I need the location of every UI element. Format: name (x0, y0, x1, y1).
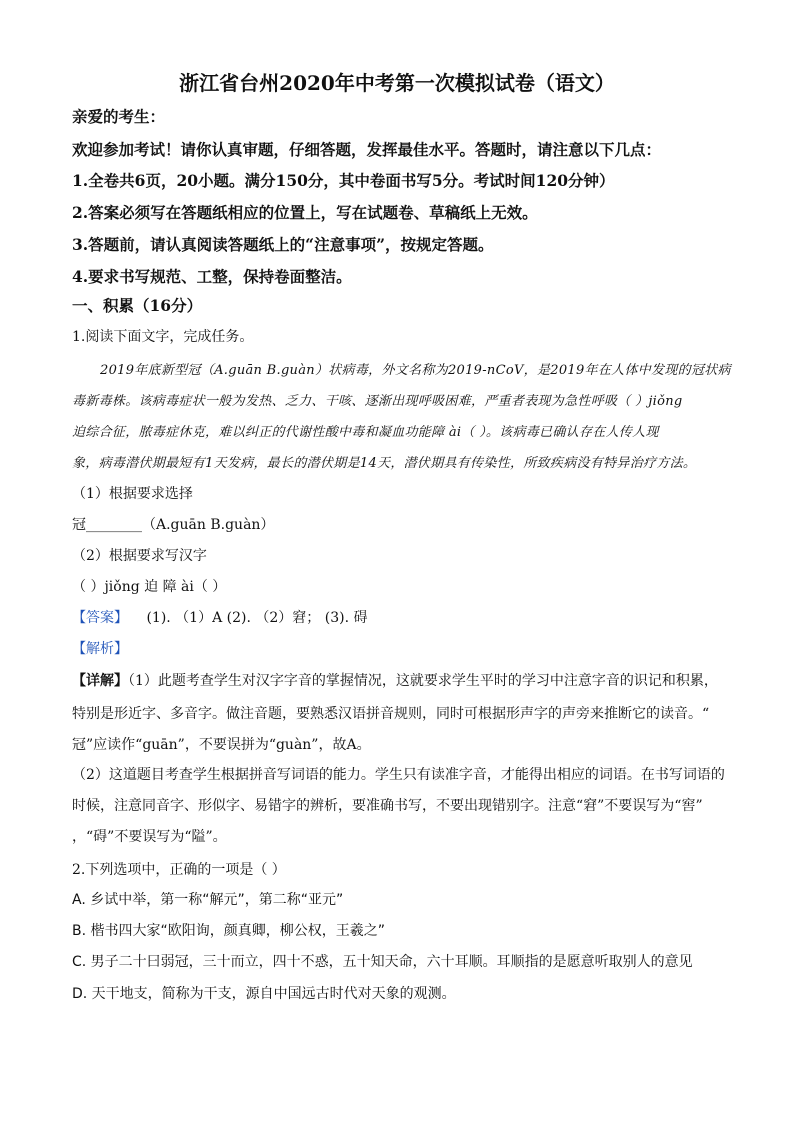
q1-sub2-line: （ ）jiǒng 迫 障 ài（ ） (72, 579, 227, 595)
note-3: 3.答题前，请认真阅读答题纸上的“注意事项”，按规定答题。 (72, 235, 494, 254)
greeting: 亲爱的考生： (72, 107, 166, 126)
detail-line: 特别是形近字、多音字。做注音题，要熟悉汉语拼音规则，同时可根据形声字的声旁来推断它的读音。“ (72, 706, 710, 722)
q1-sub1-line: 冠________（A.guān B.guàn） (72, 517, 275, 533)
detail-line: （2）这道题目考查学生根据拼音写词语的能力。学生只有读准字音，才能得出相应的词语。在书写词语的 (72, 767, 725, 783)
page-title: 浙江省台州2020年中考第一次模拟试卷（语文） (179, 71, 615, 95)
q2-option-a: A. 乡试中举，第一称“解元”，第二称“亚元” (72, 892, 344, 908)
note-1: 1.全卷共6页，20小题。满分150分，其中卷面书写5分。考试时间120分钟） (72, 171, 615, 190)
analysis-label: 【解析】 (72, 641, 128, 657)
detail-line: 冠”应读作“guān”，不要误拼为“guàn”，故A。 (72, 737, 371, 753)
section-heading: 一、积累（16分） (72, 296, 203, 315)
detail-line: ，“碍”不要误写为“隘”。 (72, 829, 227, 845)
q1-passage-line: 象，病毒潜伏期最短有1天发病，最长的潜伏期是14天，潜伏期具有传染性，所致疾病没有特异治疗方法。 (72, 456, 697, 471)
q1-passage-line: 2019年底新型冠（A.guān B.guàn）状病毒，外文名称为2019-nCoV，是2019年在人体中发现的冠状病 (100, 363, 731, 378)
note-2: 2.答案必须写在答题纸相应的位置上，写在试题卷、草稿纸上无效。 (72, 203, 538, 222)
q1-passage-line: 迫综合征，脓毒症休克，难以纠正的代谢性酸中毒和凝血功能障 ài（ ）。该病毒已确认存在人传人现 (72, 425, 659, 440)
q2-prompt: 2.下列选项中，正确的一项是（ ） (72, 862, 286, 878)
q1-passage-line: 毒新毒株。该病毒症状一般为发热、乏力、干咳、逐渐出现呼吸困难，严重者表现为急性呼吸（ ）jiǒng (72, 394, 683, 409)
q1-prompt: 1.阅读下面文字，完成任务。 (72, 329, 254, 345)
note-4: 4.要求书写规范、工整，保持卷面整洁。 (72, 267, 352, 286)
q1-sub2: （2）根据要求写汉字 (72, 548, 207, 564)
q2-option-d: D. 天干地支，简称为干支，源自中国远古时代对天象的观测。 (72, 986, 456, 1002)
q2-option-b: B. 楷书四大家“欧阳询，颜真卿，柳公权，王羲之” (72, 923, 386, 939)
q2-option-c: C. 男子二十曰弱冠，三十而立，四十不惑，五十知天命，六十耳顺。耳顺指的是愿意听取别人的意见 (72, 954, 693, 970)
detail-row (72, 673, 718, 690)
detail-line: （1）此题考查学生对汉字字音的掌握情况，这就要求学生平时的学习中注意字音的识记和积累， (128, 673, 718, 689)
detail-label: 【详解】 (72, 673, 128, 689)
answer-label: 【答案】 (72, 610, 128, 626)
detail-line: 时候，注意同音字、形似字、易错字的辨析，要准确书写，不要出现错别字。注意“窘”不要误写为“窖” (72, 798, 703, 814)
welcome-text: 欢迎参加考试！请你认真审题，仔细答题，发挥最佳水平。答题时，请注意以下几点： (72, 140, 662, 159)
answer-text: (1). （1）A (2). （2）窘； (3). 碍 (146, 610, 368, 626)
answer-row (72, 610, 367, 627)
q1-sub1: （1）根据要求选择 (72, 486, 193, 502)
